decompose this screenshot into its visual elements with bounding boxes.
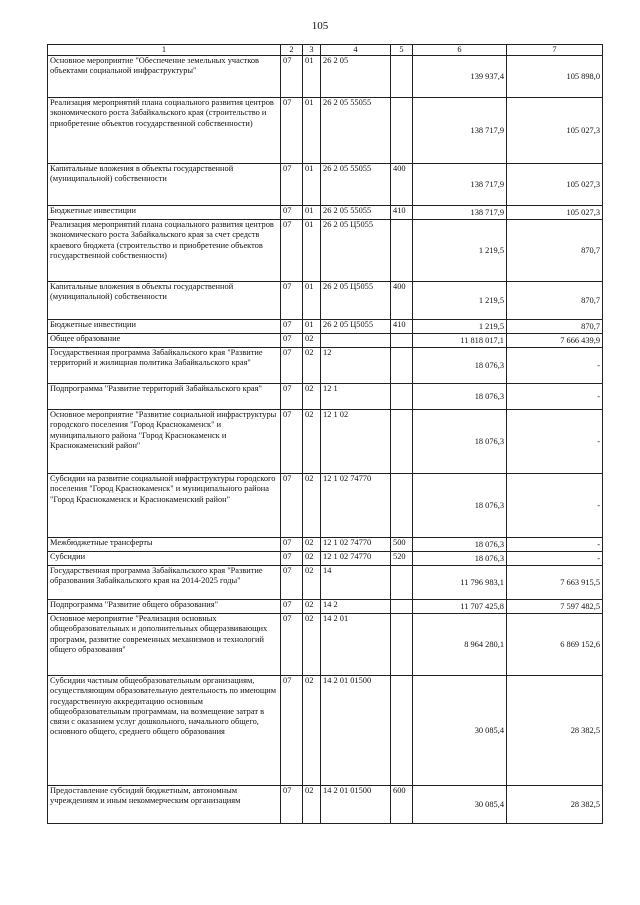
target-article-cell: 26 2 05 Ц5055 — [321, 282, 391, 320]
amount-2024-cell: 870,7 — [507, 282, 603, 320]
section-cell: 07 — [281, 282, 303, 320]
row-name-cell: Государственная программа Забайкальского края "Развитие территорий и жилищная политика Забайкальского края" — [48, 348, 281, 384]
subsection-cell: 01 — [303, 282, 321, 320]
row-name-cell: Реализация мероприятий плана социального развития центров экономического роста Забайкальского края (строительство и приобретение объектов государственной собственности) — [48, 98, 281, 164]
amount-2023-cell: 11 796 983,1 — [413, 566, 507, 600]
target-article-cell — [321, 334, 391, 348]
table-row — [48, 98, 603, 164]
amount-2023-cell: 1 219,5 — [413, 320, 507, 334]
section-cell: 07 — [281, 538, 303, 552]
budget-table — [47, 44, 603, 824]
amount-2024-cell: 105 027,3 — [507, 164, 603, 206]
expense-type-cell — [391, 676, 413, 786]
row-name-cell: Предоставление субсидий бюджетным, автономным учреждениям и иным некоммерческим организациям — [48, 786, 281, 824]
amount-2023-cell: 18 076,3 — [413, 348, 507, 384]
amount-2024-cell: 7 666 439,9 — [507, 334, 603, 348]
row-name-cell: Бюджетные инвестиции — [48, 320, 281, 334]
subsection-cell: 02 — [303, 538, 321, 552]
section-cell: 07 — [281, 600, 303, 614]
amount-2023-cell: 11 818 017,1 — [413, 334, 507, 348]
expense-type-cell: 520 — [391, 552, 413, 566]
target-article-cell: 26 2 05 55055 — [321, 206, 391, 220]
amount-2023-cell: 1 219,5 — [413, 220, 507, 282]
expense-type-cell — [391, 600, 413, 614]
amount-2023-cell: 139 937,4 — [413, 56, 507, 98]
subsection-cell: 02 — [303, 614, 321, 676]
target-article-cell: 12 1 02 74770 — [321, 474, 391, 538]
target-article-cell: 12 — [321, 348, 391, 384]
subsection-cell: 01 — [303, 206, 321, 220]
table-row — [48, 164, 603, 206]
row-name-cell: Подпрограмма "Развитие общего образования" — [48, 600, 281, 614]
section-cell: 07 — [281, 206, 303, 220]
row-name-cell: Межбюджетные трансферты — [48, 538, 281, 552]
subsection-cell: 01 — [303, 98, 321, 164]
amount-2024-cell: 28 382,5 — [507, 786, 603, 824]
expense-type-cell — [391, 348, 413, 384]
expense-type-cell — [391, 220, 413, 282]
table-row — [48, 348, 603, 384]
target-article-cell: 12 1 — [321, 384, 391, 410]
row-name-cell: Субсидии — [48, 552, 281, 566]
section-cell: 07 — [281, 552, 303, 566]
expense-type-cell: 410 — [391, 320, 413, 334]
amount-2023-cell: 138 717,9 — [413, 164, 507, 206]
target-article-cell: 26 2 05 Ц5055 — [321, 220, 391, 282]
expense-type-cell — [391, 98, 413, 164]
target-article-cell: 14 2 01 01500 — [321, 786, 391, 824]
amount-2024-cell: 7 597 482,5 — [507, 600, 603, 614]
table-row — [48, 786, 603, 824]
header-row — [48, 45, 603, 56]
subsection-cell: 02 — [303, 348, 321, 384]
amount-2024-cell: - — [507, 410, 603, 474]
target-article-cell: 26 2 05 55055 — [321, 98, 391, 164]
section-cell: 07 — [281, 474, 303, 538]
header-cell: 6 — [413, 45, 507, 56]
amount-2023-cell: 18 076,3 — [413, 538, 507, 552]
section-cell: 07 — [281, 56, 303, 98]
target-article-cell: 12 1 02 — [321, 410, 391, 474]
table-row — [48, 320, 603, 334]
expense-type-cell — [391, 384, 413, 410]
row-name-cell: Капитальные вложения в объекты государственной (муниципальной) собственности — [48, 282, 281, 320]
expense-type-cell: 500 — [391, 538, 413, 552]
section-cell: 07 — [281, 220, 303, 282]
amount-2023-cell: 18 076,3 — [413, 552, 507, 566]
amount-2024-cell: - — [507, 538, 603, 552]
section-cell: 07 — [281, 320, 303, 334]
subsection-cell: 02 — [303, 786, 321, 824]
expense-type-cell: 410 — [391, 206, 413, 220]
row-name-cell: Субсидии частным общеобразовательным организациям, осуществляющим образовательную деятельность по имеющим государственную аккредитацию основным общеобразовательным программам, на возмещение затрат в связи с оказанием услуг дошкольного, начального общего, основного общего, среднего общего образования — [48, 676, 281, 786]
expense-type-cell — [391, 566, 413, 600]
amount-2024-cell: 870,7 — [507, 320, 603, 334]
row-name-cell: Подпрограмма "Развитие территорий Забайкальского края" — [48, 384, 281, 410]
amount-2023-cell: 138 717,9 — [413, 206, 507, 220]
expense-type-cell: 600 — [391, 786, 413, 824]
subsection-cell: 01 — [303, 56, 321, 98]
table-row — [48, 384, 603, 410]
target-article-cell: 14 2 01 — [321, 614, 391, 676]
amount-2023-cell: 18 076,3 — [413, 384, 507, 410]
expense-type-cell — [391, 474, 413, 538]
table-row — [48, 474, 603, 538]
section-cell: 07 — [281, 164, 303, 206]
section-cell: 07 — [281, 98, 303, 164]
target-article-cell: 12 1 02 74770 — [321, 552, 391, 566]
header-cell: 4 — [321, 45, 391, 56]
subsection-cell: 02 — [303, 334, 321, 348]
section-cell: 07 — [281, 348, 303, 384]
target-article-cell: 14 2 01 01500 — [321, 676, 391, 786]
row-name-cell: Субсидии на развитие социальной инфраструктуры городского поселения "Город Краснокаменск" и муниципального района "Город Краснокаменск и Краснокаменский район" — [48, 474, 281, 538]
table-row — [48, 334, 603, 348]
page-number: 105 — [311, 20, 329, 32]
expense-type-cell: 400 — [391, 282, 413, 320]
target-article-cell: 12 1 02 74770 — [321, 538, 391, 552]
table-row — [48, 538, 603, 552]
expense-type-cell — [391, 614, 413, 676]
header-cell: 2 — [281, 45, 303, 56]
target-article-cell: 26 2 05 Ц5055 — [321, 320, 391, 334]
amount-2023-cell: 18 076,3 — [413, 474, 507, 538]
row-name-cell: Основное мероприятие "Развитие социальной инфраструктуры городского поселения "Город Краснокаменск" и муниципального района "Город Краснокаменск и Краснокаменский район" — [48, 410, 281, 474]
table-row — [48, 614, 603, 676]
header-cell: 1 — [48, 45, 281, 56]
row-name-cell: Общее образование — [48, 334, 281, 348]
amount-2023-cell: 8 964 280,1 — [413, 614, 507, 676]
target-article-cell: 26 2 05 55055 — [321, 164, 391, 206]
header-cell: 7 — [507, 45, 603, 56]
section-cell: 07 — [281, 566, 303, 600]
subsection-cell: 02 — [303, 566, 321, 600]
amount-2024-cell: - — [507, 348, 603, 384]
table-row — [48, 552, 603, 566]
subsection-cell: 02 — [303, 600, 321, 614]
row-name-cell: Бюджетные инвестиции — [48, 206, 281, 220]
expense-type-cell — [391, 334, 413, 348]
amount-2024-cell: 105 027,3 — [507, 98, 603, 164]
section-cell: 07 — [281, 614, 303, 676]
header-cell: 3 — [303, 45, 321, 56]
section-cell: 07 — [281, 676, 303, 786]
amount-2023-cell: 30 085,4 — [413, 676, 507, 786]
table-row — [48, 282, 603, 320]
amount-2024-cell: 28 382,5 — [507, 676, 603, 786]
amount-2023-cell: 138 717,9 — [413, 98, 507, 164]
table-row — [48, 220, 603, 282]
amount-2023-cell: 1 219,5 — [413, 282, 507, 320]
target-article-cell: 26 2 05 — [321, 56, 391, 98]
subsection-cell: 02 — [303, 676, 321, 786]
section-cell: 07 — [281, 334, 303, 348]
row-name-cell: Основное мероприятие "Реализация основных общеобразовательных и дополнительных общеразвивающих программ, развитие современных механизмов и технологий общего образования" — [48, 614, 281, 676]
table-row — [48, 566, 603, 600]
target-article-cell: 14 2 — [321, 600, 391, 614]
row-name-cell: Капитальные вложения в объекты государственной (муниципальной) собственности — [48, 164, 281, 206]
subsection-cell: 01 — [303, 164, 321, 206]
amount-2024-cell: 6 869 152,6 — [507, 614, 603, 676]
amount-2023-cell: 11 707 425,8 — [413, 600, 507, 614]
amount-2024-cell: 7 663 915,5 — [507, 566, 603, 600]
subsection-cell: 02 — [303, 552, 321, 566]
subsection-cell: 01 — [303, 220, 321, 282]
expense-type-cell: 400 — [391, 164, 413, 206]
amount-2023-cell: 18 076,3 — [413, 410, 507, 474]
expense-type-cell — [391, 410, 413, 474]
subsection-cell: 02 — [303, 384, 321, 410]
subsection-cell: 02 — [303, 474, 321, 538]
row-name-cell: Реализация мероприятий плана социального развития центров экономического роста Забайкальского края за счет средств краевого бюджета (строительство и приобретение объектов государственной собственности) — [48, 220, 281, 282]
amount-2024-cell: - — [507, 474, 603, 538]
amount-2024-cell: 105 898,0 — [507, 56, 603, 98]
target-article-cell: 14 — [321, 566, 391, 600]
subsection-cell: 02 — [303, 410, 321, 474]
section-cell: 07 — [281, 384, 303, 410]
row-name-cell: Основное мероприятие "Обеспечение земельных участков объектами социальной инфраструктуры" — [48, 56, 281, 98]
amount-2024-cell: - — [507, 384, 603, 410]
table-row — [48, 600, 603, 614]
expense-type-cell — [391, 56, 413, 98]
row-name-cell: Государственная программа Забайкальского края "Развитие образования Забайкальского края на 2014-2025 годы" — [48, 566, 281, 600]
subsection-cell: 01 — [303, 320, 321, 334]
amount-2023-cell: 30 085,4 — [413, 786, 507, 824]
header-cell: 5 — [391, 45, 413, 56]
amount-2024-cell: - — [507, 552, 603, 566]
table-row — [48, 676, 603, 786]
amount-2024-cell: 105 027,3 — [507, 206, 603, 220]
table-row — [48, 410, 603, 474]
section-cell: 07 — [281, 410, 303, 474]
table-row — [48, 56, 603, 98]
amount-2024-cell: 870,7 — [507, 220, 603, 282]
section-cell: 07 — [281, 786, 303, 824]
table-row — [48, 206, 603, 220]
